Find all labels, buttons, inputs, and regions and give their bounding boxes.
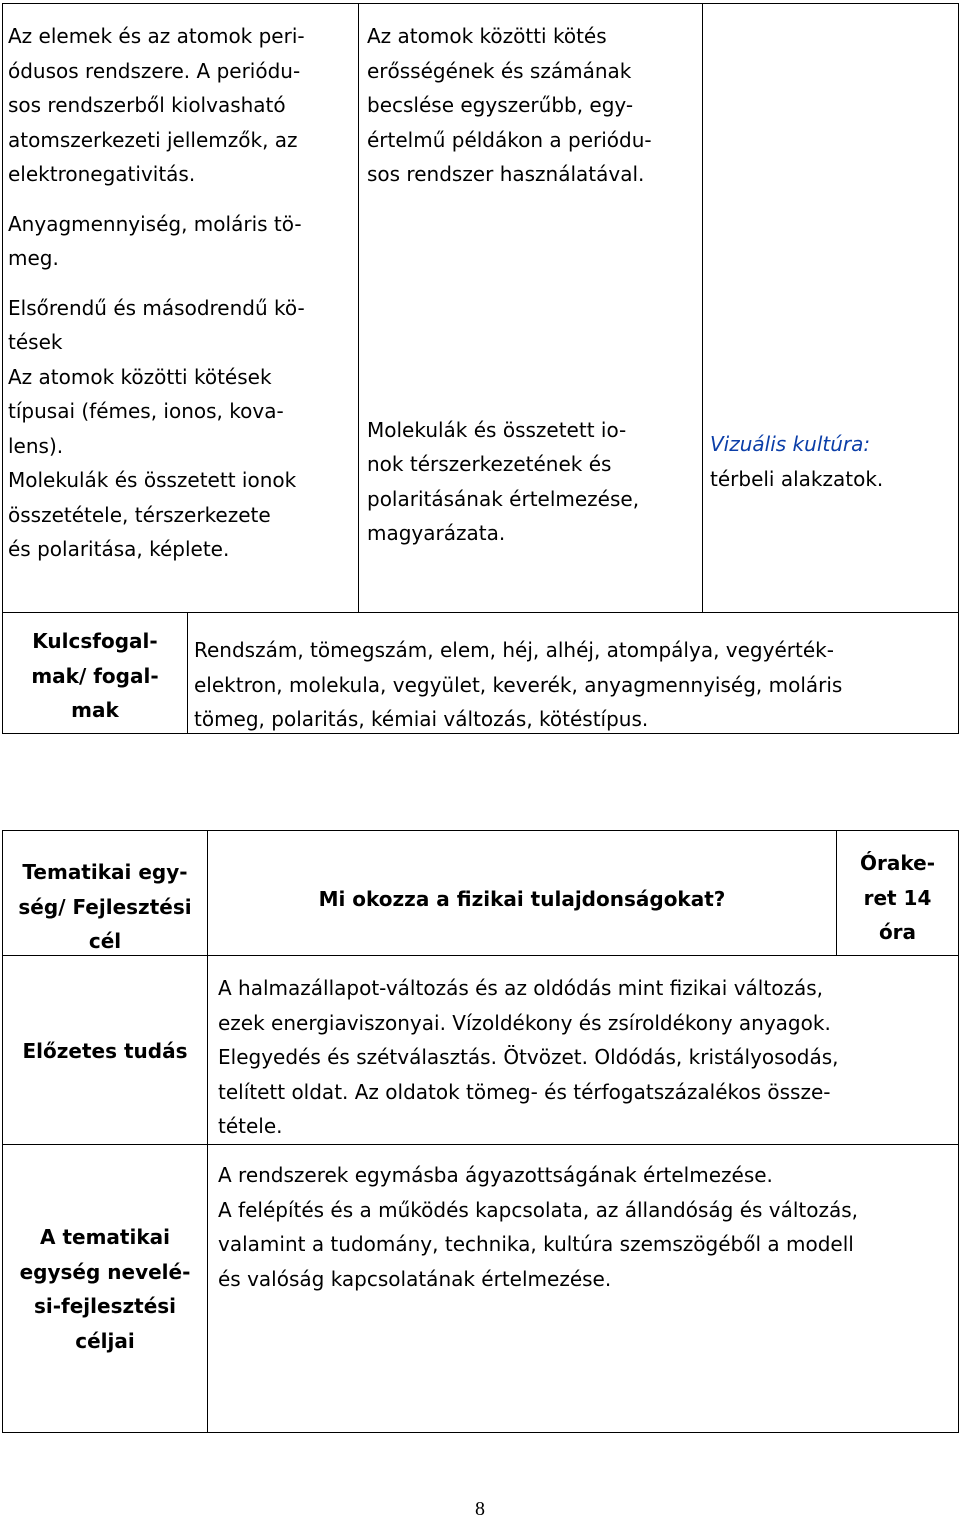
prior-knowledge-text: A halmazállapot-változás és az oldódás mint fizikai változás, ezek energiaviszonyai. Vízoldékony és zsíroldékony anyagok. Elegyedés és szétválasztás. Ötvözet. Oldódás, kristályosodás, telített oldat. Az oldatok tömeg- és térfogatszázalékos össze- tétele.: [218, 976, 839, 1138]
page-number: 8: [475, 1498, 485, 1520]
keywords-divider: [187, 612, 188, 734]
top-col2-block1: Az atomok közötti kötés erősségének és számának becslése egyszerűbb, egy- értelmű példákon a periódu- sos rendszer használatával.: [367, 24, 652, 186]
top-table-top-border: [2, 3, 958, 4]
cross-curricular-topic: térbeli alakzatok.: [710, 466, 884, 491]
top-table-right-border: [958, 3, 959, 613]
unit-prior-bottom-border: [2, 1144, 958, 1145]
top-col3-cell: [710, 427, 956, 496]
unit-hours: Órake- ret 14 óra: [860, 851, 935, 944]
keywords-right-border: [958, 612, 959, 734]
top-col1-cell: [8, 19, 356, 567]
keywords-text: Rendszám, tömegszám, elem, héj, alhéj, atompálya, vegyérték- elektron, molekula, vegyület, keverék, anyagmennyiség, moláris tömeg, polaritás, kémiai változás, kötéstípus.: [194, 638, 843, 731]
prior-knowledge-label: Előzetes tudás: [22, 1039, 188, 1063]
top-table-left-border: [2, 3, 3, 613]
development-goals-text: A rendszerek egymásba ágyazottságának értelmezése. A felépítés és a működés kapcsolata, az állandóság és változás, valamint a tudomány, technika, kultúra szemszögéből a modell és valóság kapcsolatának értelmezése.: [218, 1163, 859, 1291]
development-goals-label: A tematikai egység nevelé- si-fejlesztési céljai: [19, 1225, 191, 1353]
unit-table-bottom-border: [2, 1432, 958, 1433]
top-col1-block1: Az elemek és az atomok peri- ódusos rendszere. A periódu- sos rendszerből kiolvasható atomszerkezeti jellemzők, az elektronegativitás.: [8, 24, 305, 186]
keywords-top-border: [2, 612, 958, 613]
top-col1-block3: Elsőrendű és másodrendű kö- tések Az atomok közötti kötések típusai (fémes, ionos, kova- lens). Molekulák és összetett ionok összetétele, térszerkezete és polaritása, képlete.: [8, 295, 305, 561]
top-col2-block2: Molekulák és összetett io- nok térszerkezetének és polaritásának értelmezése, magyarázata.: [367, 417, 640, 545]
unit-table-right-border: [958, 830, 959, 1433]
keywords-label: Kulcsfogal- mak/ fogal- mak: [31, 629, 159, 722]
unit-title: Mi okozza a fizikai tulajdonságokat?: [318, 887, 726, 911]
top-col1-block2: Anyagmennyiség, moláris tö- meg.: [8, 211, 302, 270]
top-col2-cell: [367, 19, 701, 551]
unit-table-label-divider: [207, 830, 208, 1433]
unit-header-label: Tematikai egy- ség/ Fejlesztési cél: [18, 860, 192, 953]
top-table-divider-1: [358, 3, 359, 613]
top-table-divider-2: [702, 3, 703, 613]
cross-curricular-subject: Vizuális kultúra:: [710, 432, 871, 456]
unit-table-top-border: [2, 830, 958, 831]
